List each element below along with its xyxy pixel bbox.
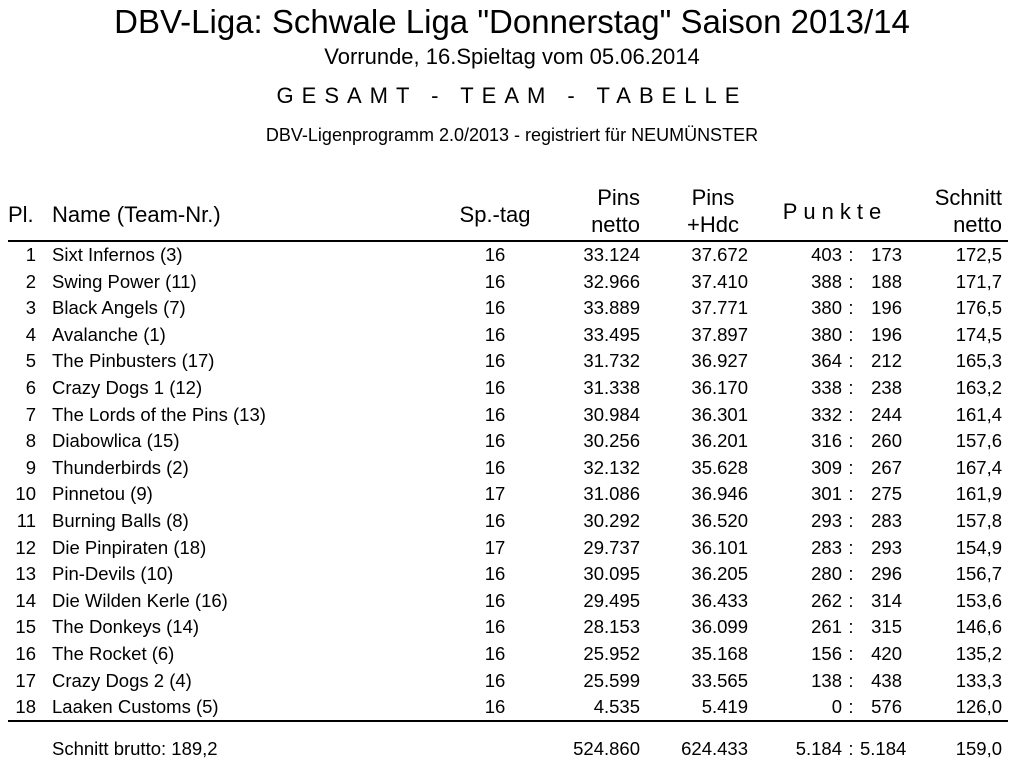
cell-pins-netto: 33.495: [583, 323, 640, 345]
cell-pins-hdc: 37.410: [691, 270, 748, 292]
col-header-pins-hdc-line2: +Hdc: [687, 212, 739, 237]
cell-place: 11: [16, 510, 36, 531]
cell-sptag: 16: [484, 244, 506, 265]
cell-place: 3: [25, 297, 36, 319]
cell-pins-hdc: 36.099: [691, 616, 748, 638]
cell-name: The Rocket (6): [52, 643, 175, 664]
cell-pins-hdc: 36.205: [691, 563, 748, 585]
cell-pins-netto: 4.535: [593, 696, 640, 718]
cell-pins-hdc: 36.520: [691, 510, 748, 531]
table-row: [0, 641, 1024, 668]
col-header-pl: Pl.: [8, 202, 34, 227]
cell-punkte-minus: 315: [871, 616, 902, 638]
cell-punkte-separator: :: [848, 669, 854, 691]
cell-punkte-plus: 380: [811, 323, 842, 345]
col-header-pins-netto-line2: netto: [591, 212, 640, 237]
cell-sptag: 17: [484, 483, 506, 505]
cell-name: Crazy Dogs 1 (12): [52, 377, 203, 398]
cell-pins-netto: 30.984: [583, 403, 640, 425]
cell-schnitt: 171,7: [955, 270, 1002, 292]
cell-pins-hdc: 36.170: [691, 377, 748, 398]
cell-punkte-separator: :: [848, 403, 854, 425]
cell-punkte-plus: 0: [831, 696, 842, 718]
cell-punkte-plus: 380: [811, 297, 842, 319]
cell-punkte-separator: :: [848, 589, 854, 611]
col-header-punkte: Punkte: [782, 199, 888, 224]
cell-punkte-separator: :: [848, 616, 854, 638]
cell-punkte-plus: 316: [811, 430, 842, 452]
cell-punkte-plus: 338: [811, 377, 842, 398]
cell-punkte-minus: 314: [871, 589, 902, 611]
cell-pins-hdc: 35.628: [691, 456, 748, 478]
cell-punkte-minus: 196: [871, 323, 902, 345]
cell-pins-hdc: 36.946: [691, 483, 748, 505]
cell-pins-netto: 25.952: [583, 643, 640, 664]
cell-schnitt: 161,9: [955, 483, 1002, 505]
cell-pins-hdc: 36.433: [691, 589, 748, 611]
cell-name: Burning Balls (8): [52, 510, 189, 531]
cell-pins-netto: 31.338: [583, 377, 640, 398]
cell-pins-netto: 31.086: [583, 483, 640, 505]
cell-pins-hdc: 36.201: [691, 430, 748, 452]
cell-sptag: 16: [484, 323, 506, 345]
footer-punkte-plus: 5.184: [795, 738, 842, 759]
cell-punkte-minus: 576: [871, 696, 902, 718]
cell-punkte-minus: 173: [871, 244, 902, 265]
table-row: [0, 535, 1024, 562]
cell-place: 18: [15, 696, 36, 718]
cell-pins-netto: 25.599: [583, 669, 640, 691]
cell-sptag: 16: [484, 563, 506, 585]
cell-punkte-minus: 438: [871, 669, 902, 691]
document-subtitle: Vorrunde, 16.Spieltag vom 05.06.2014: [324, 44, 700, 69]
cell-punkte-minus: 267: [871, 456, 902, 478]
cell-punkte-separator: :: [848, 270, 854, 292]
cell-name: Pin-Devils (10): [52, 563, 174, 585]
table-row: [0, 348, 1024, 375]
cell-pins-netto: 30.095: [583, 563, 640, 585]
cell-punkte-separator: :: [848, 297, 854, 319]
cell-place: 1: [25, 244, 36, 265]
cell-place: 14: [15, 589, 36, 611]
cell-sptag: 16: [484, 430, 506, 452]
cell-name: Swing Power (11): [52, 270, 197, 292]
cell-punkte-minus: 244: [871, 403, 902, 425]
table-row: [0, 481, 1024, 508]
cell-name: Diabowlica (15): [52, 430, 180, 452]
cell-punkte-plus: 332: [811, 403, 842, 425]
cell-place: 15: [15, 616, 36, 638]
cell-punkte-plus: 403: [811, 244, 842, 265]
table-footer: [0, 736, 1024, 763]
cell-punkte-minus: 293: [871, 536, 902, 558]
cell-sptag: 16: [484, 510, 506, 531]
table-row: [0, 588, 1024, 615]
cell-schnitt: 154,9: [955, 536, 1002, 558]
cell-punkte-plus: 309: [811, 456, 842, 478]
cell-punkte-separator: :: [848, 350, 854, 372]
cell-pins-netto: 32.132: [583, 456, 640, 478]
cell-name: Thunderbirds (2): [52, 456, 189, 478]
cell-sptag: 16: [484, 669, 506, 691]
cell-pins-netto: 30.292: [583, 510, 640, 531]
cell-punkte-separator: :: [848, 510, 854, 531]
cell-punkte-separator: :: [848, 696, 854, 718]
cell-sptag: 16: [484, 403, 506, 425]
cell-punkte-plus: 262: [811, 589, 842, 611]
cell-name: Pinnetou (9): [52, 483, 153, 505]
cell-punkte-separator: :: [848, 430, 854, 452]
cell-place: 16: [15, 643, 36, 664]
cell-punkte-separator: :: [848, 483, 854, 505]
cell-pins-netto: 30.256: [583, 430, 640, 452]
cell-sptag: 16: [484, 297, 506, 319]
col-header-pins-hdc-line1: Pins: [691, 185, 735, 210]
cell-name: Black Angels (7): [52, 297, 186, 319]
cell-schnitt: 156,7: [955, 563, 1002, 585]
cell-punkte-separator: :: [848, 244, 854, 265]
cell-punkte-plus: 138: [811, 669, 842, 691]
cell-pins-hdc: 36.101: [691, 536, 748, 558]
table-row: [0, 614, 1024, 641]
cell-sptag: 16: [484, 616, 506, 638]
col-header-pins-netto-line1: Pins: [597, 185, 640, 210]
cell-pins-netto: 29.737: [583, 536, 640, 558]
cell-place: 4: [25, 323, 36, 345]
cell-pins-hdc: 35.168: [691, 643, 748, 664]
cell-name: Die Wilden Kerle (16): [52, 589, 228, 611]
cell-schnitt: 176,5: [955, 297, 1002, 319]
cell-name: Crazy Dogs 2 (4): [52, 669, 192, 691]
cell-schnitt: 135,2: [955, 643, 1002, 664]
cell-pins-hdc: 36.301: [691, 403, 748, 425]
table-row: [0, 508, 1024, 535]
table-row: [0, 322, 1024, 349]
cell-schnitt: 174,5: [955, 323, 1002, 345]
cell-sptag: 16: [484, 270, 506, 292]
cell-place: 6: [25, 377, 36, 398]
cell-schnitt: 157,6: [955, 430, 1002, 452]
cell-punkte-separator: :: [848, 563, 854, 585]
cell-punkte-minus: 212: [871, 350, 902, 372]
cell-punkte-separator: :: [848, 536, 854, 558]
cell-punkte-plus: 293: [811, 510, 842, 531]
cell-punkte-separator: :: [848, 323, 854, 345]
cell-name: Laaken Customs (5): [52, 696, 219, 718]
cell-place: 5: [25, 350, 36, 372]
cell-schnitt: 172,5: [955, 244, 1002, 265]
cell-sptag: 16: [484, 696, 506, 718]
table-row: [0, 455, 1024, 482]
cell-punkte-minus: 188: [871, 270, 902, 292]
cell-name: Sixt Infernos (3): [52, 244, 183, 265]
cell-name: Avalanche (1): [52, 323, 166, 345]
cell-punkte-minus: 196: [871, 297, 902, 319]
table-row: [0, 694, 1024, 721]
table-row: [0, 402, 1024, 429]
cell-pins-hdc: 36.927: [691, 350, 748, 372]
cell-punkte-separator: :: [848, 456, 854, 478]
cell-pins-netto: 29.495: [583, 589, 640, 611]
footer-punkte-separator: :: [848, 738, 854, 759]
cell-place: 2: [25, 270, 36, 292]
cell-pins-netto: 28.153: [583, 616, 640, 638]
cell-punkte-minus: 296: [871, 563, 902, 585]
cell-pins-netto: 32.966: [583, 270, 640, 292]
cell-sptag: 16: [484, 350, 506, 372]
document-title: DBV-Liga: Schwale Liga "Donnerstag" Saison 2013/14: [114, 3, 910, 40]
cell-schnitt: 167,4: [955, 456, 1002, 478]
table-row: [0, 295, 1024, 322]
table-row: [0, 668, 1024, 695]
cell-punkte-minus: 260: [871, 430, 902, 452]
cell-name: The Lords of the Pins (13): [52, 403, 266, 425]
cell-punkte-plus: 364: [811, 350, 842, 372]
cell-pins-netto: 33.124: [583, 244, 640, 265]
footer-punkte-minus: 5.184: [860, 738, 907, 759]
table-row: [0, 242, 1024, 269]
cell-punkte-minus: 283: [871, 510, 902, 531]
col-header-sptag: Sp.-tag: [459, 202, 531, 227]
cell-schnitt: 165,3: [955, 350, 1002, 372]
cell-pins-hdc: 33.565: [691, 669, 748, 691]
col-header-name: Name (Team-Nr.): [52, 202, 221, 227]
cell-place: 17: [15, 669, 36, 691]
cell-sptag: 17: [484, 536, 506, 558]
table-row: [0, 561, 1024, 588]
table-row: [0, 269, 1024, 296]
cell-place: 13: [15, 563, 36, 585]
cell-pins-hdc: 37.897: [691, 323, 748, 345]
cell-schnitt: 163,2: [955, 377, 1002, 398]
cell-place: 10: [15, 483, 36, 505]
table-row: [0, 375, 1024, 402]
cell-schnitt: 153,6: [955, 589, 1002, 611]
table-title: GESAMT - TEAM - TABELLE: [276, 83, 748, 108]
cell-pins-netto: 31.732: [583, 350, 640, 372]
cell-punkte-minus: 275: [871, 483, 902, 505]
cell-schnitt: 133,3: [955, 669, 1002, 691]
cell-punkte-plus: 301: [811, 483, 842, 505]
col-header-schnitt-line2: netto: [953, 212, 1002, 237]
cell-punkte-plus: 283: [811, 536, 842, 558]
cell-punkte-plus: 280: [811, 563, 842, 585]
cell-sptag: 16: [484, 643, 506, 664]
cell-place: 7: [25, 403, 36, 425]
cell-punkte-minus: 238: [871, 377, 902, 398]
cell-sptag: 16: [484, 377, 506, 398]
footer-schnitt-brutto: Schnitt brutto: 189,2: [52, 738, 218, 759]
cell-pins-hdc: 37.771: [691, 297, 748, 319]
cell-punkte-plus: 156: [811, 643, 842, 664]
cell-punkte-plus: 261: [811, 616, 842, 638]
cell-punkte-minus: 420: [871, 643, 902, 664]
cell-schnitt: 157,8: [955, 510, 1002, 531]
footer-schnitt: 159,0: [955, 738, 1002, 759]
footer-rule: [8, 720, 1008, 722]
col-header-schnitt-line1: Schnitt: [934, 185, 1002, 210]
cell-sptag: 16: [484, 456, 506, 478]
cell-punkte-plus: 388: [811, 270, 842, 292]
cell-punkte-separator: :: [848, 377, 854, 398]
cell-pins-netto: 33.889: [583, 297, 640, 319]
cell-schnitt: 161,4: [955, 403, 1002, 425]
footer-pins-hdc: 624.433: [681, 738, 748, 759]
cell-place: 8: [25, 430, 36, 452]
cell-schnitt: 126,0: [955, 696, 1002, 718]
cell-schnitt: 146,6: [955, 616, 1002, 638]
program-note: DBV-Ligenprogramm 2.0/2013 - registriert für NEUMÜNSTER: [265, 125, 759, 145]
cell-place: 12: [15, 536, 36, 558]
cell-place: 9: [25, 456, 36, 478]
cell-sptag: 16: [484, 589, 506, 611]
cell-name: Die Pinpiraten (18): [52, 536, 207, 558]
cell-name: The Pinbusters (17): [52, 350, 215, 372]
cell-name: The Donkeys (14): [52, 616, 200, 638]
cell-pins-hdc: 37.672: [691, 244, 748, 265]
table-row: [0, 428, 1024, 455]
footer-pins-netto: 524.860: [573, 738, 640, 759]
cell-punkte-separator: :: [848, 643, 854, 664]
cell-pins-hdc: 5.419: [701, 696, 748, 718]
